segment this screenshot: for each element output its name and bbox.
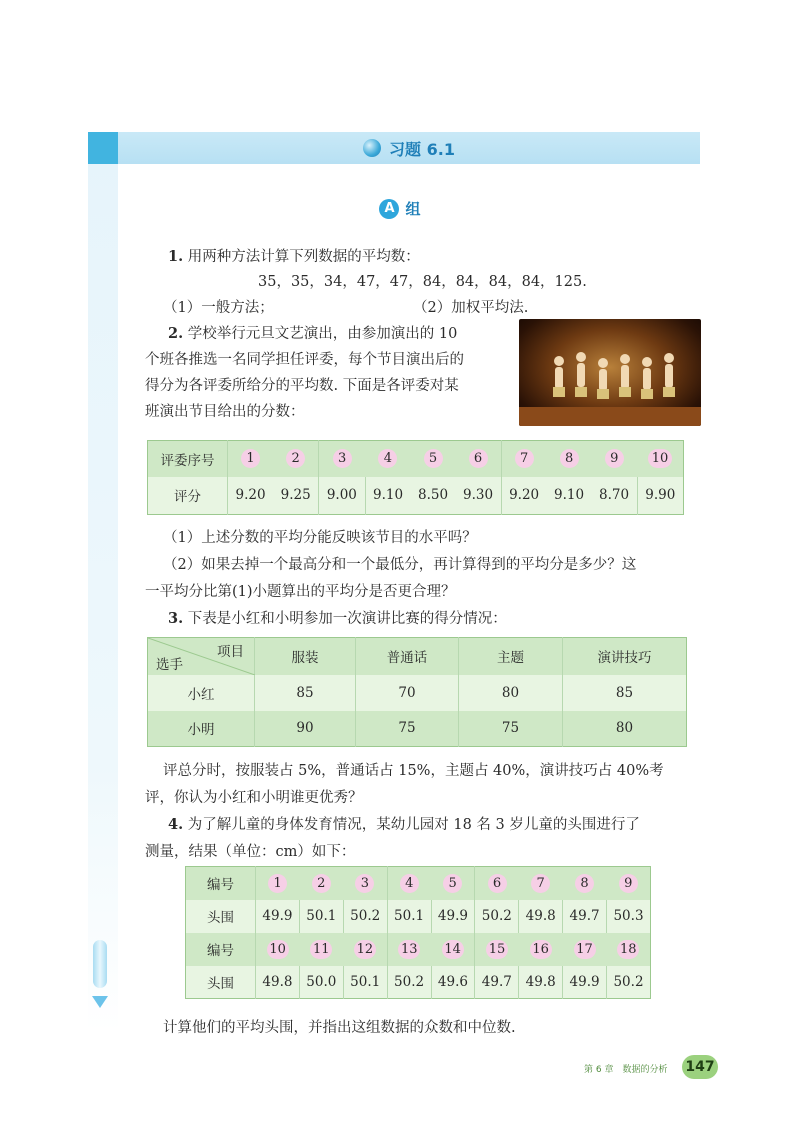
child-id: 13: [398, 940, 420, 959]
score-cell: 9.00: [319, 477, 365, 515]
table-row: [186, 933, 651, 966]
group-badge: A: [379, 199, 399, 219]
head-value: 50.2: [387, 966, 431, 999]
table-row: [186, 966, 651, 999]
judge-id: 5: [424, 449, 443, 468]
head-value: 50.3: [607, 900, 651, 933]
judge-id: 8: [560, 449, 579, 468]
score-cell: 85: [255, 675, 356, 711]
child-id: 15: [486, 940, 508, 959]
row-label: 头围: [186, 966, 256, 999]
score-cell: 85: [563, 675, 687, 711]
q3-text: 下表是小红和小明参加一次演讲比赛的得分情况：: [187, 611, 507, 627]
row-label: 编号: [186, 867, 256, 900]
dance-performance-photo: [519, 319, 701, 426]
child-id: 16: [530, 940, 552, 959]
q2-line-1: [168, 322, 457, 343]
q4-after: 计算他们的平均头围，并指出这组数据的众数和中位数.: [163, 1020, 516, 1036]
table-row: [186, 900, 651, 933]
q4-line-1: [168, 813, 640, 834]
child-id: 1: [268, 874, 287, 893]
score-cell: 80: [459, 675, 563, 711]
score-cell: 9.25: [273, 477, 319, 515]
globe-icon: [363, 139, 381, 157]
corner-bottom-label: 选手: [156, 656, 183, 673]
diagonal-header-cell: [148, 638, 255, 675]
score-cell: 9.30: [455, 477, 501, 515]
head-value: 50.2: [607, 966, 651, 999]
child-id: 2: [312, 874, 331, 893]
left-margin-band: [88, 132, 118, 1032]
q3-after-2: 评，你认为小红和小明谁更优秀？: [145, 790, 363, 806]
child-id: 3: [355, 874, 374, 893]
header-left-square: [88, 132, 118, 164]
score-cell: 9.90: [637, 477, 683, 515]
head-value: 49.9: [431, 900, 475, 933]
table-row: [186, 867, 651, 900]
judge-id: 3: [333, 449, 352, 468]
q4-line-2: 测量，结果（单位：cm）如下：: [145, 844, 356, 860]
judge-id: 6: [469, 449, 488, 468]
table-row: [148, 441, 684, 477]
q2-line-4: 班演出节目给出的分数：: [145, 404, 305, 420]
head-value: 50.1: [299, 900, 343, 933]
head-value: 49.9: [256, 900, 300, 933]
player-name: 小红: [148, 675, 255, 711]
q3-after-1: 评总分时，按服装占 5%，普通话占 15%，主题占 40%，演讲技巧占 40%考: [163, 763, 664, 779]
child-id: 7: [531, 874, 550, 893]
child-id: 17: [574, 940, 596, 959]
q3-number: 3.: [168, 610, 184, 627]
judge-id: 4: [378, 449, 397, 468]
score-cell: 9.10: [547, 477, 592, 515]
child-id: 12: [354, 940, 376, 959]
head-value: 50.2: [343, 900, 387, 933]
score-cell: 8.50: [411, 477, 456, 515]
head-value: 49.8: [519, 966, 563, 999]
row-label: 评分: [148, 477, 228, 515]
table-row: [148, 675, 687, 711]
dancers-illustration: [519, 319, 701, 426]
table-row: [148, 477, 684, 515]
q1-option-1: （1）一般方法；: [163, 300, 274, 316]
q2-sub-2a: （2）如果去掉一个最高分和一个最低分，再计算得到的平均分是多少？这: [163, 557, 637, 573]
head-value: 49.6: [431, 966, 475, 999]
child-id: 5: [443, 874, 462, 893]
score-cell: 75: [356, 711, 459, 747]
table-row: [148, 711, 687, 747]
child-id: 4: [400, 874, 419, 893]
judge-id: 2: [286, 449, 305, 468]
head-value: 50.1: [387, 900, 431, 933]
judge-id: 7: [515, 449, 534, 468]
q4-number: 4.: [168, 816, 184, 833]
head-value: 49.7: [563, 900, 607, 933]
q2-text-1: 学校举行元旦文艺演出，由参加演出的 10: [187, 326, 458, 342]
child-id: 18: [617, 940, 639, 959]
score-cell: 9.20: [501, 477, 547, 515]
judge-id: 9: [605, 449, 624, 468]
head-value: 49.8: [519, 900, 563, 933]
q2-line-3: 得分为各评委所给分的平均数. 下面是各评委对某: [145, 378, 459, 394]
q2-number: 2.: [168, 325, 184, 342]
q2-line-2: 个班各推选一名同学担任评委，每个节目演出后的: [145, 352, 464, 368]
score-cell: 8.70: [592, 477, 638, 515]
group-label: 组: [405, 200, 421, 218]
head-value: 49.8: [256, 966, 300, 999]
judge-id: 10: [648, 449, 672, 468]
row-label: 头围: [186, 900, 256, 933]
chapter-label: 第 6 章 数据的分析: [584, 1065, 668, 1075]
q2-score-table: [147, 440, 684, 515]
child-id: 9: [619, 874, 638, 893]
row-label: 评委序号: [148, 441, 228, 477]
column-header: 主题: [459, 638, 563, 675]
judge-id: 1: [241, 449, 260, 468]
score-cell: 9.20: [228, 477, 274, 515]
score-cell: 70: [356, 675, 459, 711]
child-id: 10: [267, 940, 289, 959]
q1-number: 1.: [168, 248, 184, 265]
column-header: 演讲技巧: [563, 638, 687, 675]
group-heading: [0, 198, 800, 219]
page-number: 147: [682, 1055, 718, 1079]
down-arrow-icon: [92, 996, 108, 1008]
score-cell: 75: [459, 711, 563, 747]
section-title: 习题 6.1: [389, 139, 455, 159]
player-name: 小明: [148, 711, 255, 747]
head-value: 50.0: [299, 966, 343, 999]
child-id: 14: [442, 940, 464, 959]
child-id: 6: [488, 874, 507, 893]
q3-score-table: [147, 637, 687, 747]
corner-top-label: 项目: [217, 644, 244, 660]
q3-prompt: [168, 607, 507, 628]
q4-head-table: [185, 866, 651, 999]
column-header: 服装: [255, 638, 356, 675]
margin-scroll-bar: [93, 940, 107, 988]
head-value: 49.7: [475, 966, 519, 999]
score-cell: 9.10: [365, 477, 411, 515]
head-value: 50.2: [475, 900, 519, 933]
row-label: 编号: [186, 933, 256, 966]
q1-text: 用两种方法计算下列数据的平均数：: [187, 249, 420, 265]
score-cell: 80: [563, 711, 687, 747]
q2-sub-1: （1）上述分数的平均分能反映该节目的水平吗？: [163, 530, 477, 546]
child-id: 11: [310, 940, 332, 959]
q1-data: 35，35，34，47，47，84，84，84，84，125.: [258, 274, 587, 290]
q4-text-1: 为了解儿童的身体发育情况，某幼儿园对 18 名 3 岁儿童的头围进行了: [187, 817, 640, 833]
head-value: 50.1: [343, 966, 387, 999]
q1-option-2: （2）加权平均法.: [413, 300, 529, 316]
column-header: 普通话: [356, 638, 459, 675]
score-cell: 90: [255, 711, 356, 747]
q1-prompt: [168, 245, 420, 266]
section-header: [118, 132, 700, 164]
child-id: 8: [575, 874, 594, 893]
table-row: [148, 638, 687, 675]
q2-sub-2b: 一平均分比第(1)小题算出的平均分是否更合理？: [145, 584, 456, 600]
head-value: 49.9: [563, 966, 607, 999]
